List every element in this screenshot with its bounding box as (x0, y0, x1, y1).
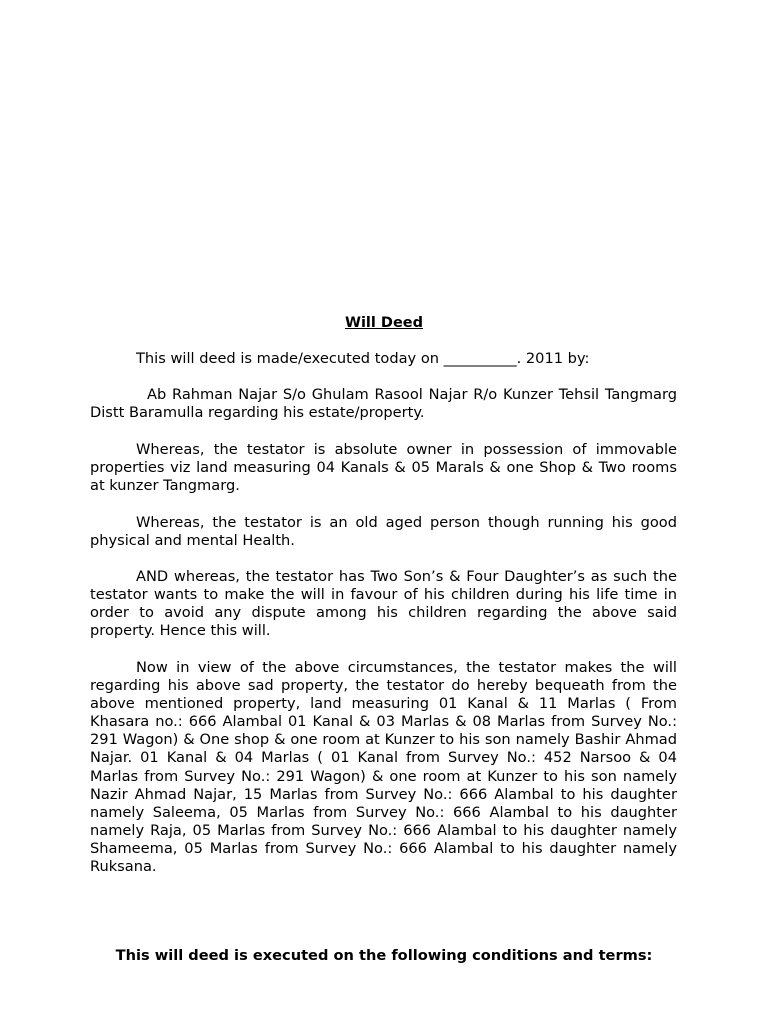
paragraph-execution-date: This will deed is made/executed today on __________. 2011 by: (136, 350, 590, 367)
paragraph-health: Whereas, the testator is an old aged person though running his good physical and mental Health. (90, 514, 677, 550)
paragraph-testator-identity: Ab Rahman Najar S/o Ghulam Rasool Najar R/o Kunzer Tehsil Tangmarg Distt Baramulla regarding his estate/property. (90, 386, 677, 422)
document-title: Will Deed (344, 315, 424, 331)
paragraph-bequest: Now in view of the above circumstances, the testator makes the will regarding his above sad property, the testator do hereby bequeath from the above mentioned property, land measuring 01 Kanal & 11 Marlas ( From Khasara no.: 666 Alambal 01 Kanal & 03 Marlas & 08 Marlas from Survey No.: 291 Wagon) & One shop & one room at Kunzer to his son namely Bashir Ahmad Najar. 01 Kanal & 04 Marlas ( 01 Kanal from Survey No.: 452 Narsoo & 04 Marlas from Survey No.: 291 Wagon) & one room at Kunzer to his son namely Nazir Ahmad Najar, 15 Marlas from Survey No.: 666 Alambal to his daughter namely Saleema, 05 Marlas from Survey No.: 666 Alambal to his daughter namely Raja, 05 Marlas from Survey No.: 666 Alambal to his daughter namely Shameema, 05 Marlas from Survey No.: 666 Alambal to his daughter namely Ruksana. (90, 659, 677, 876)
paragraph-ownership: Whereas, the testator is absolute owner in possession of immovable properties viz land measuring 04 Kanals & 05 Marals & one Shop & Two rooms at kunzer Tangmarg. (90, 441, 677, 495)
conditions-heading: This will deed is executed on the following conditions and terms: (115, 947, 653, 964)
paragraph-children: AND whereas, the testator has Two Son’s & Four Daughter’s as such the testator wants to make the will in favour of his children during his life time in order to avoid any dispute among his children regarding the above said property. Hence this will. (90, 568, 677, 640)
